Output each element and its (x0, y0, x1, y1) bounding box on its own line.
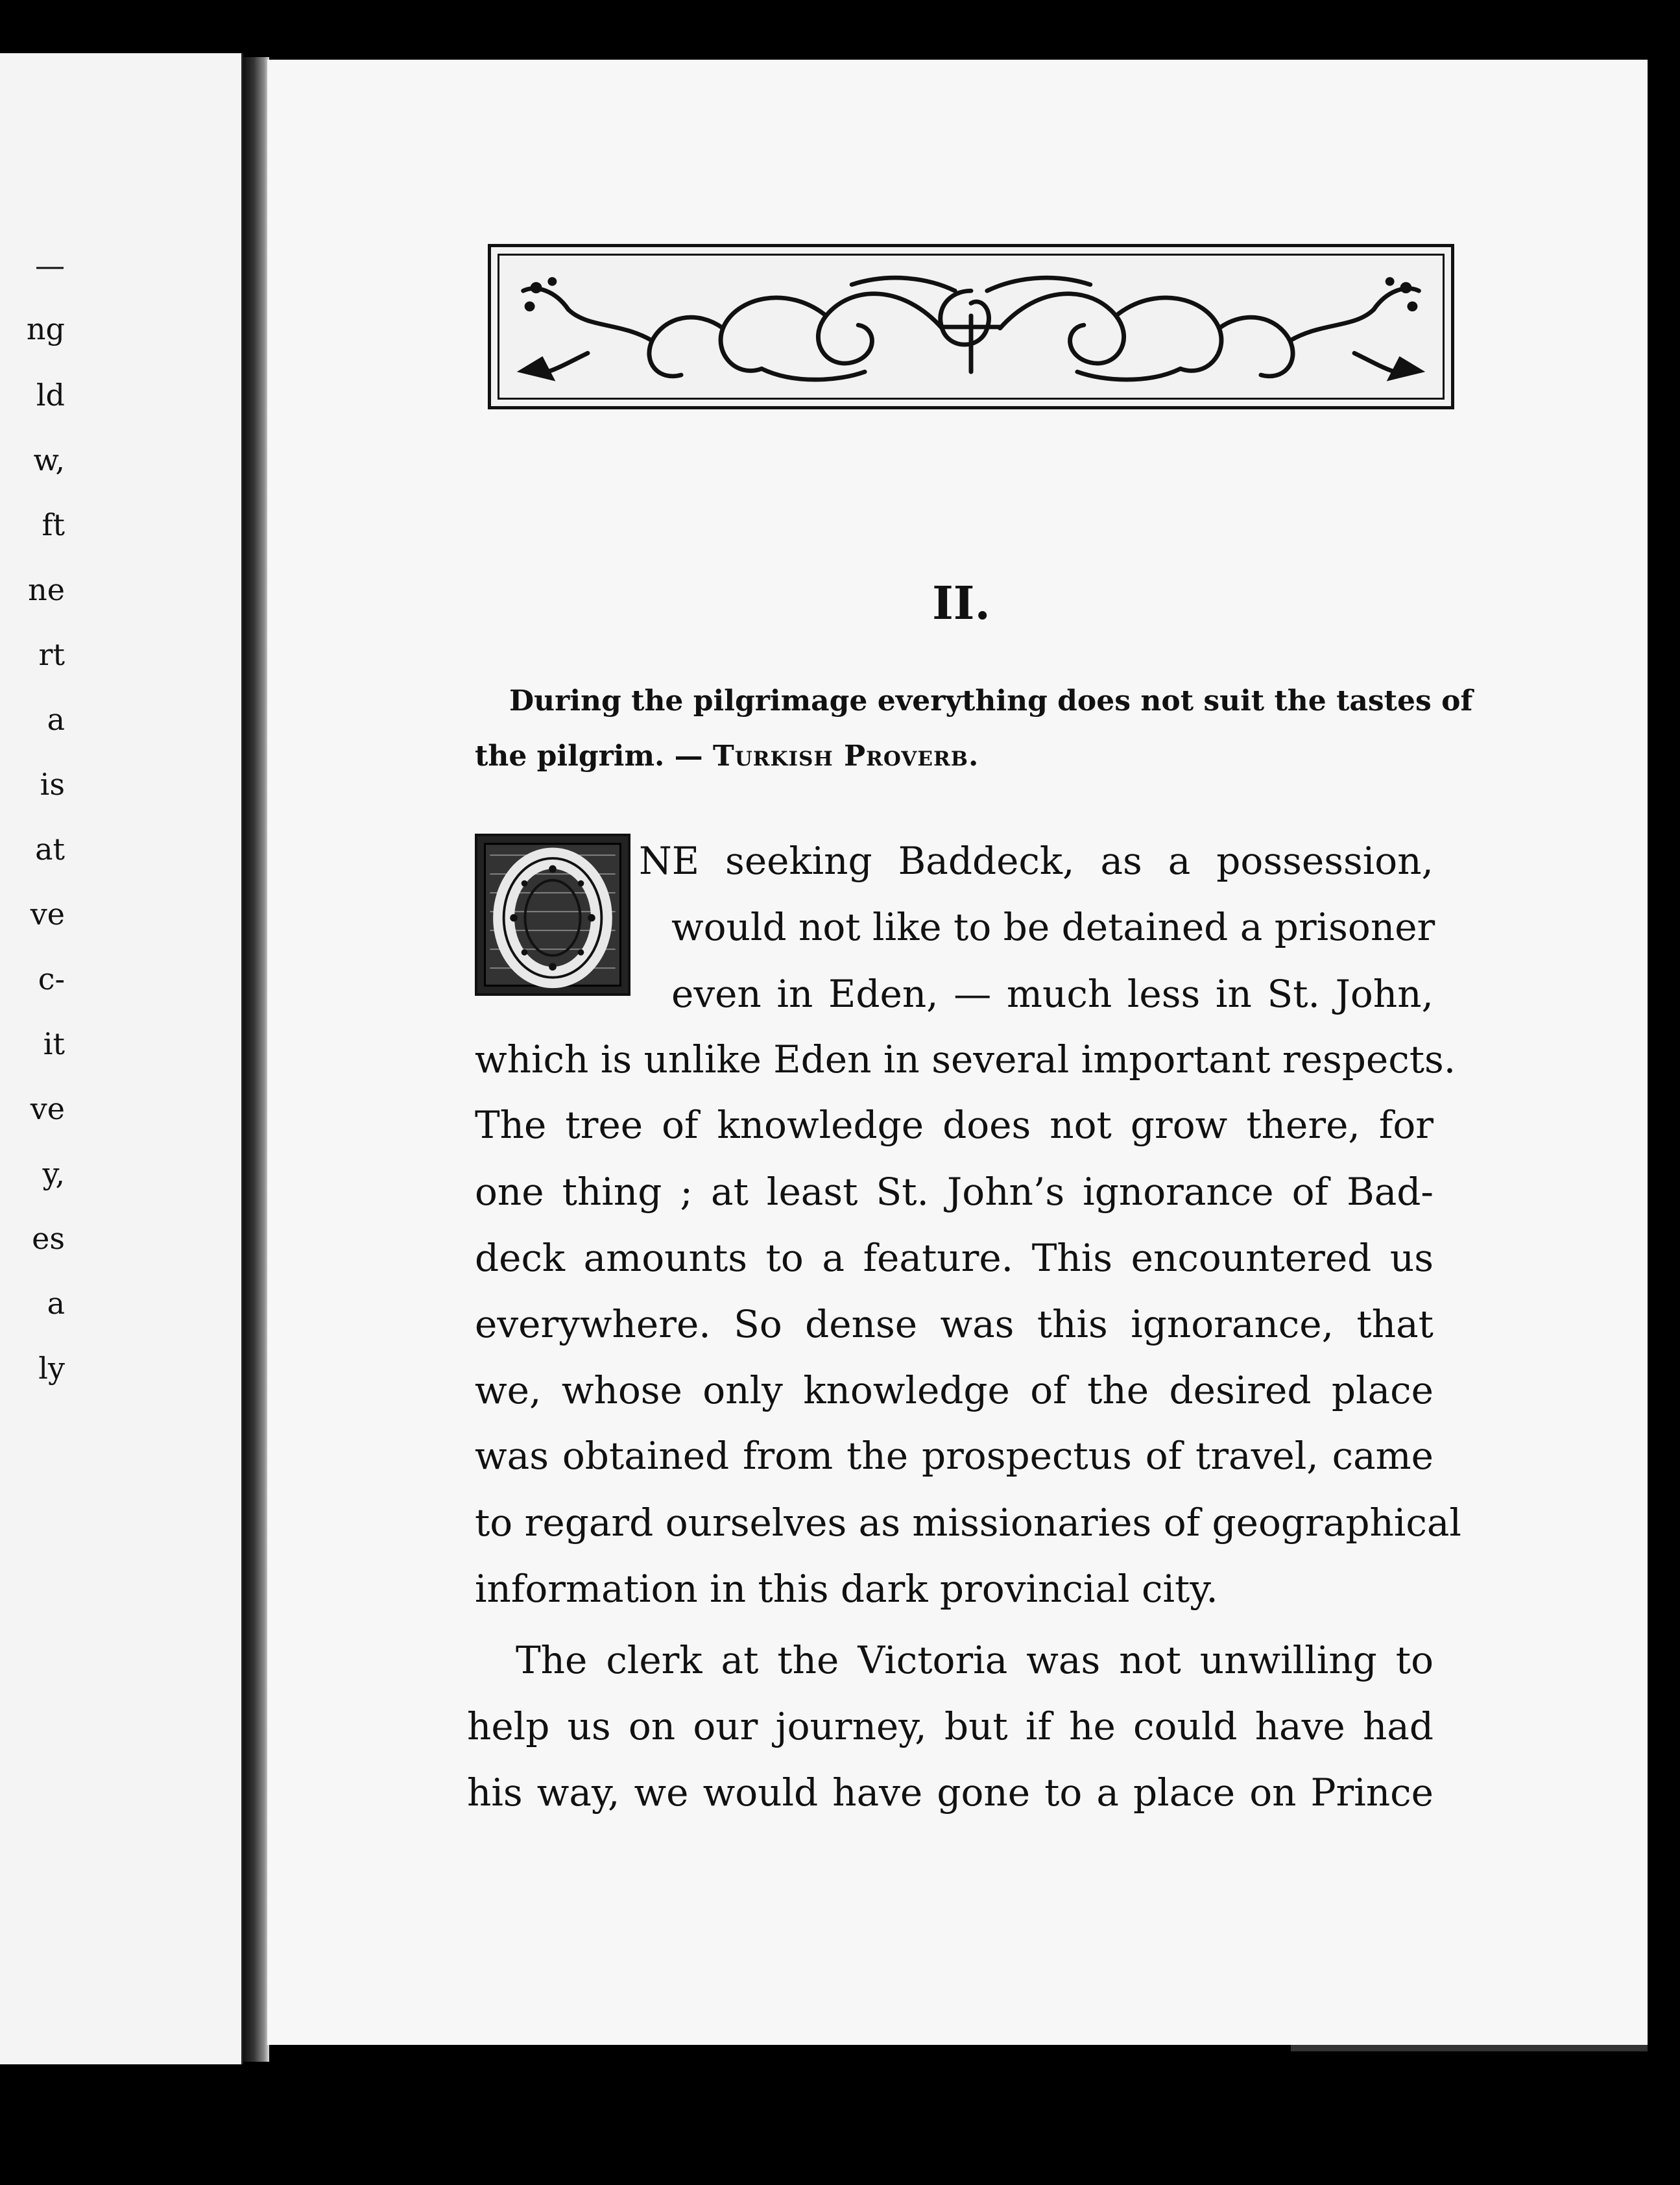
text-line: his way, we would have gone to a place on Prince (467, 1770, 1434, 1815)
epigraph-text: the pilgrim. — (475, 740, 703, 773)
epigraph-source: Turkish Proverb. (713, 740, 979, 773)
text-line: information in this dark provincial city. (475, 1567, 1218, 1611)
left-fragment: is (40, 767, 65, 802)
text-line: deck amounts to a feature. This encountered us (475, 1236, 1434, 1280)
text-line: was obtained from the prospectus of travel, came (475, 1434, 1434, 1478)
left-fragment: ly (38, 1351, 65, 1386)
left-fragment: a (47, 702, 65, 737)
epigraph-line-1 (509, 684, 1473, 718)
left-fragment: — (35, 248, 65, 283)
text-line: help us on our journey, but if he could have had (467, 1704, 1434, 1748)
text-line: we, whose only knowledge of the desired place (475, 1368, 1434, 1412)
left-fragment: w, (33, 442, 65, 477)
left-fragment: ne (28, 572, 65, 607)
chapter-number: II. (932, 576, 990, 630)
epigraph-text: During the pilgrimage everything does not suit the tastes of (509, 684, 1473, 718)
decorated-letter-o-icon (477, 836, 628, 993)
page-bottom-edge (1291, 2045, 1648, 2051)
left-fragment: it (43, 1026, 65, 1061)
headpiece-ornament (488, 244, 1454, 409)
text-line: would not like to be detained a prisoner (671, 905, 1435, 949)
text-line: one thing ; at least St. John’s ignorance of Bad- (475, 1170, 1434, 1214)
text-line: everywhere. So dense was this ignorance, that (475, 1302, 1434, 1346)
text-line: The tree of knowledge does not grow there, for (475, 1103, 1434, 1147)
text-line: even in Eden, — much less in St. John, (671, 972, 1434, 1016)
scroll-ornament-icon (491, 247, 1451, 406)
left-fragment: rt (38, 637, 65, 672)
left-fragment: es (32, 1221, 65, 1256)
text-line: which is unlike Eden in several important respects. (475, 1037, 1456, 1081)
left-fragment: c- (38, 961, 65, 996)
left-fragment: ve (30, 1091, 65, 1126)
left-fragment: ld (36, 378, 65, 413)
left-fragment: ng (26, 311, 65, 346)
text-line: The clerk at the Victoria was not unwilling to (516, 1638, 1434, 1682)
text-line: NE seeking Baddeck, as a possession, (639, 839, 1434, 883)
left-fragment: ve (30, 897, 65, 932)
left-fragment: a (47, 1286, 65, 1321)
epigraph-line-2 (475, 740, 1454, 773)
left-fragment: y, (42, 1156, 65, 1191)
left-fragment: ft (42, 507, 65, 542)
drop-cap-initial (475, 834, 630, 996)
left-fragment: at (35, 832, 65, 867)
left-facing-page (0, 53, 243, 2064)
book-gutter (243, 57, 269, 2062)
text-line: to regard ourselves as missionaries of geographical (475, 1501, 1461, 1545)
